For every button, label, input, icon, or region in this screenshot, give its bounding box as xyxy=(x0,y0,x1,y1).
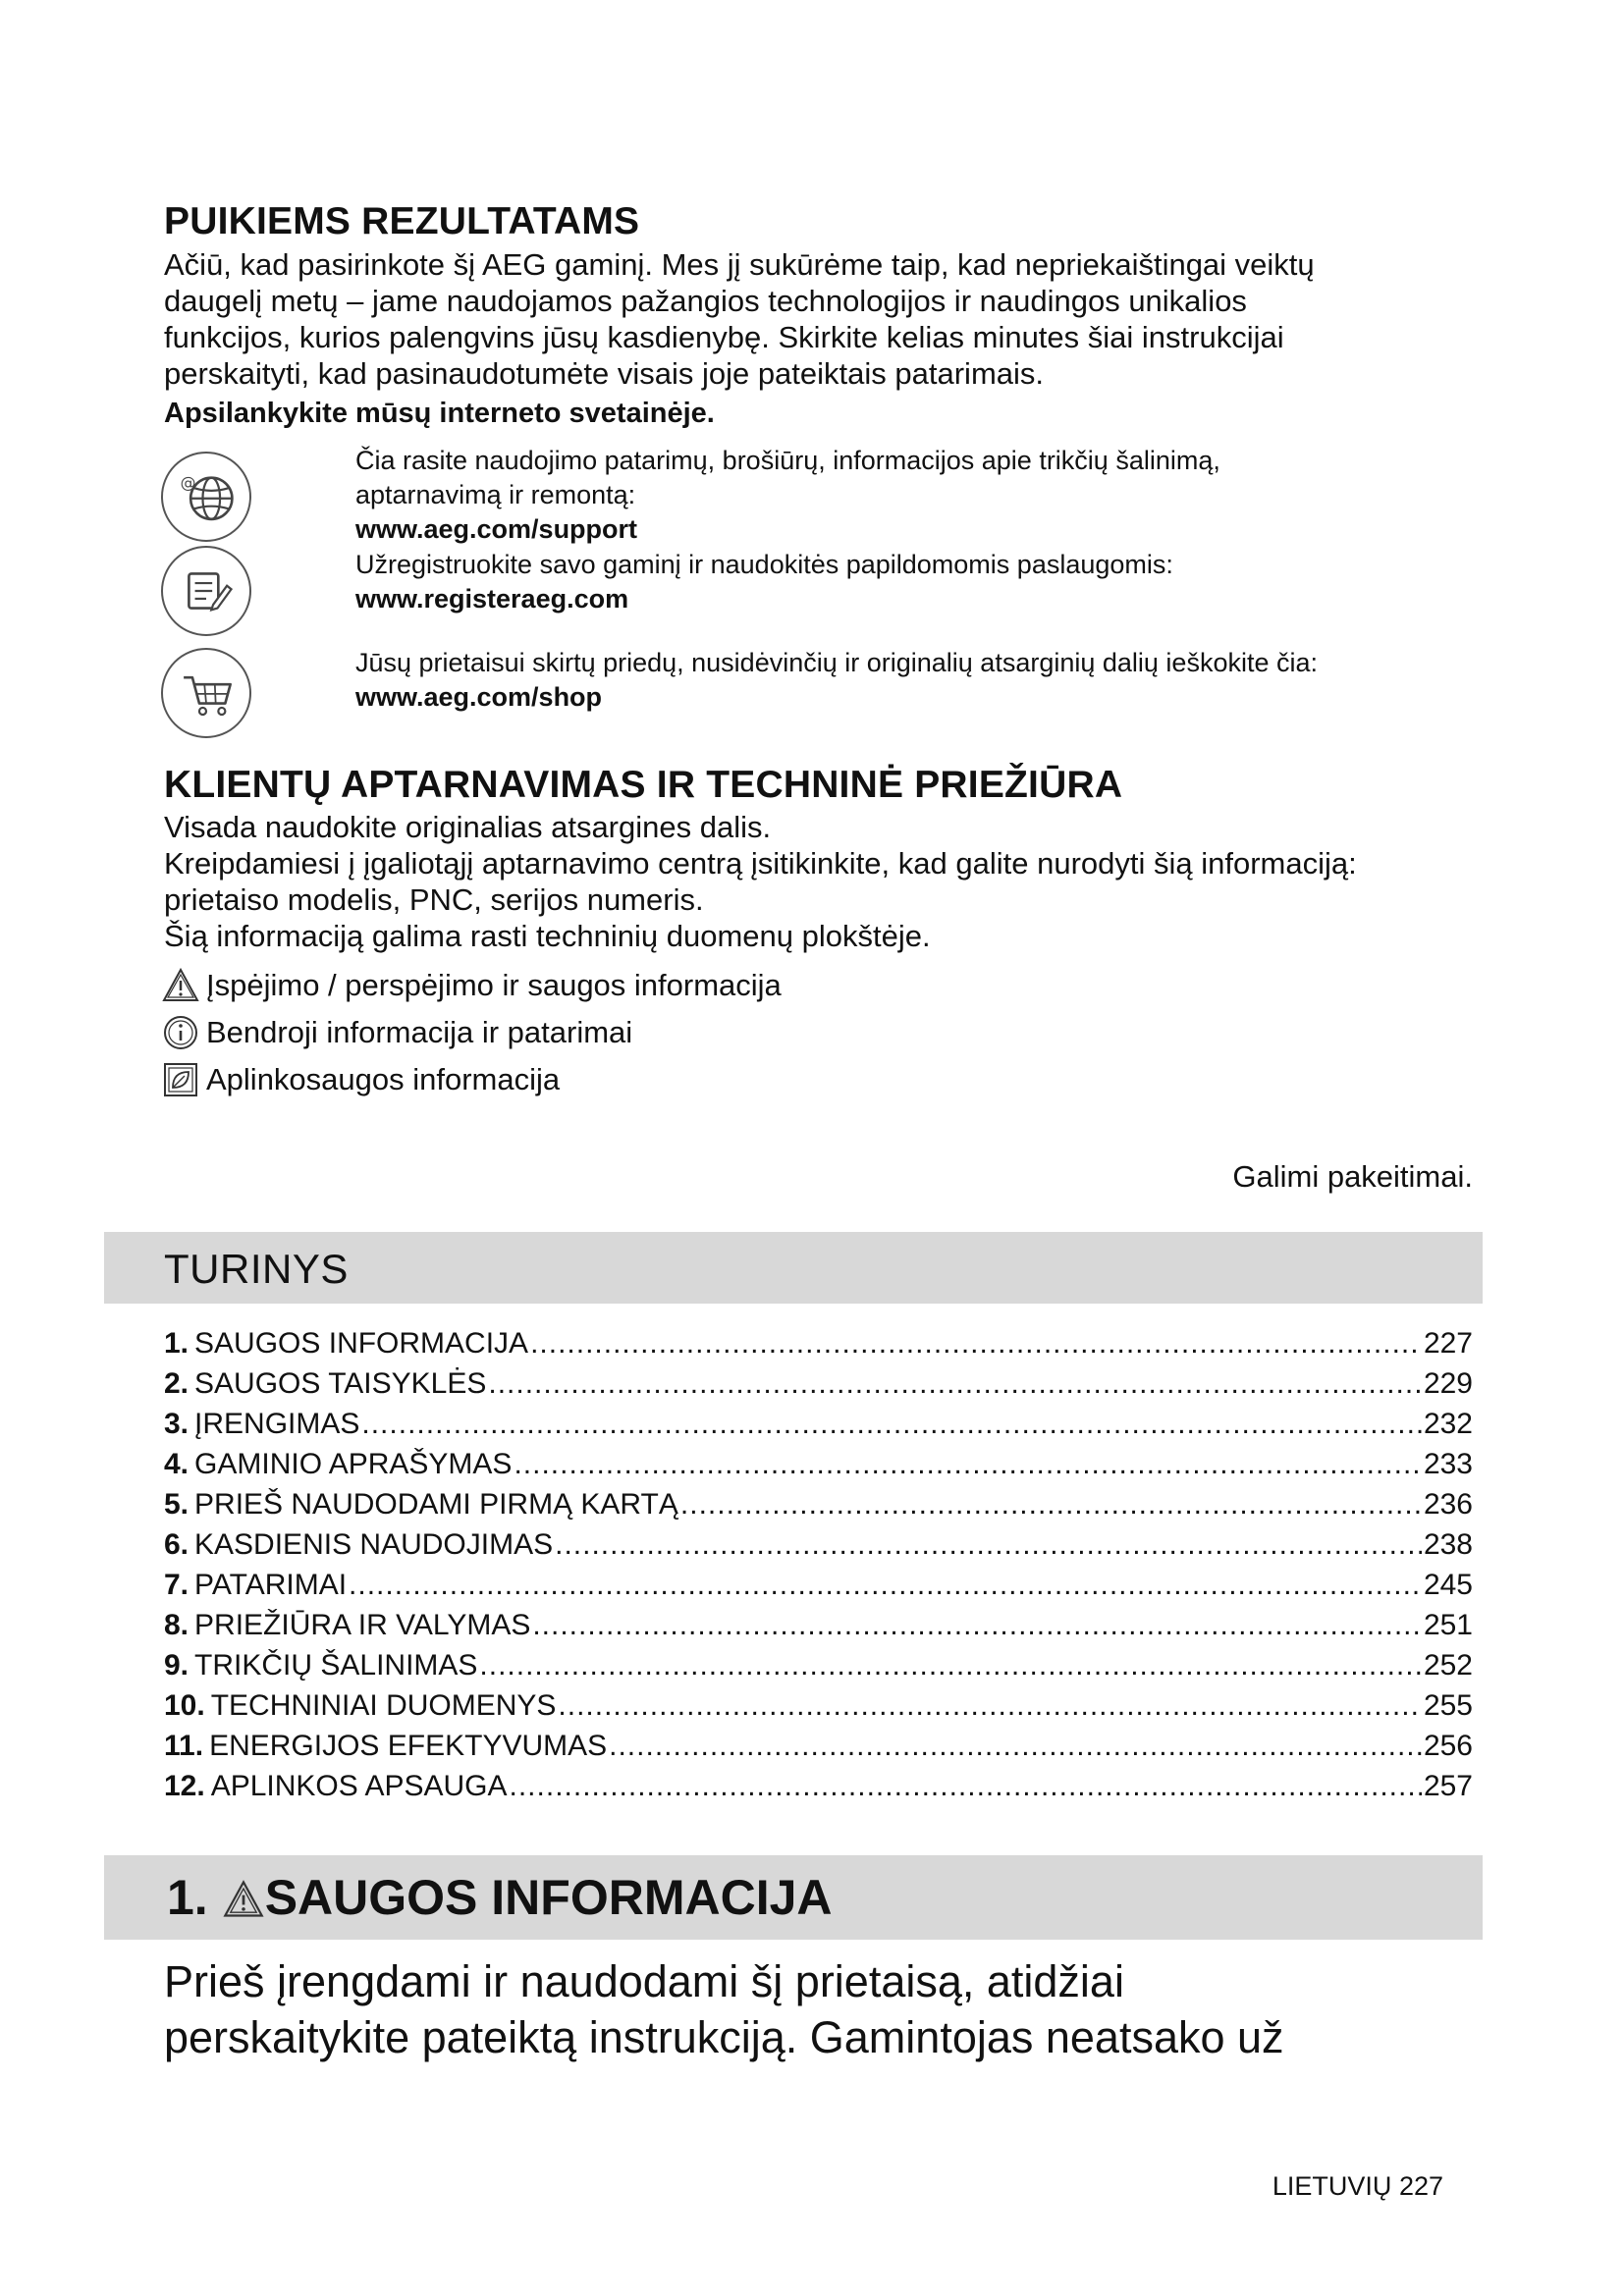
toc-leader-dots xyxy=(514,1444,1421,1484)
toc-leader-dots xyxy=(510,1766,1422,1806)
service-line: Visada naudokite originalias atsargines dalis. xyxy=(164,810,772,844)
toc-label: PRIEŠ NAUDODAMI PIRMĄ KARTĄ xyxy=(194,1488,678,1521)
toc-row[interactable] xyxy=(164,1323,1473,1363)
toc-row[interactable] xyxy=(164,1363,1473,1404)
page-footer xyxy=(1272,2171,1443,2202)
toc-page-number: 227 xyxy=(1423,1327,1473,1360)
toc-label: SAUGOS INFORMACIJA xyxy=(194,1327,529,1360)
register-icon xyxy=(161,546,251,636)
svg-text:@: @ xyxy=(180,473,196,493)
toc-page-number: 256 xyxy=(1423,1730,1473,1762)
legend-environment xyxy=(161,1056,782,1103)
toc-row[interactable] xyxy=(164,1605,1473,1645)
support-url-link[interactable]: www.aeg.com/support xyxy=(355,514,638,544)
warning-icon xyxy=(222,1876,265,1919)
safety-intro-line: Prieš įrengdami ir naudodami šį prietaisą, atidžiai xyxy=(164,1956,1124,2006)
register-url-link[interactable]: www.registeraeg.com xyxy=(355,584,629,614)
toc-page-number: 251 xyxy=(1423,1609,1473,1641)
toc-label: SAUGOS TAISYKLĖS xyxy=(194,1367,487,1400)
toc-row[interactable] xyxy=(164,1685,1473,1726)
visit-website-heading: Apsilankykite mūsų interneto svetainėje. xyxy=(164,398,715,429)
toc-number: 10. xyxy=(164,1689,205,1722)
toc-leader-dots xyxy=(479,1645,1422,1685)
shopping-cart-icon xyxy=(161,648,251,738)
legend-environment-label: Aplinkosaugos informacija xyxy=(206,1062,561,1096)
toc-label: APLINKOS APSAUGA xyxy=(210,1770,508,1802)
warning-icon xyxy=(161,966,200,1005)
toc-leader-dots xyxy=(558,1685,1422,1726)
toc-label: PRIEŽIŪRA IR VALYMAS xyxy=(194,1609,531,1641)
toc-row[interactable] xyxy=(164,1766,1473,1806)
toc-number: 2. xyxy=(164,1367,189,1400)
toc-leader-dots xyxy=(530,1323,1422,1363)
service-paragraph xyxy=(164,809,1499,954)
globe-icon xyxy=(161,452,251,542)
toc-leader-dots xyxy=(532,1605,1422,1645)
toc-number: 8. xyxy=(164,1609,189,1641)
toc-number: 12. xyxy=(164,1770,205,1802)
footer-language: LIETUVIŲ xyxy=(1272,2171,1392,2201)
toc-page-number: 255 xyxy=(1423,1689,1473,1722)
register-link-text: Užregistruokite savo gaminį ir naudokitės papildomomis paslaugomis: xyxy=(355,550,1173,579)
info-icon xyxy=(161,1013,200,1052)
contents-banner xyxy=(104,1232,1483,1304)
safety-intro-line: perskaitykite pateiktą instrukciją. Gamintojas neatsako už xyxy=(164,2012,1284,2062)
support-link-text: Čia rasite naudojimo patarimų, brošiūrų, informacijos apie trikčių šalinimą, xyxy=(355,446,1220,475)
toc-page-number: 245 xyxy=(1423,1569,1473,1601)
toc-row[interactable] xyxy=(164,1565,1473,1605)
legend-warning-label: Įspėjimo / perspėjimo ir saugos informacija xyxy=(206,968,782,1002)
toc-page-number: 236 xyxy=(1423,1488,1473,1521)
table-of-contents xyxy=(164,1323,1473,1806)
results-paragraph-line: funkcijos, kurios palengvins jūsų kasdienybę. Skirkite kelias minutes šiai instrukcijai xyxy=(164,320,1284,354)
legend-info xyxy=(161,1009,782,1056)
toc-page-number: 238 xyxy=(1423,1528,1473,1561)
toc-row[interactable] xyxy=(164,1524,1473,1565)
toc-leader-dots xyxy=(361,1404,1422,1444)
service-line: Kreipdamiesi į įgaliotąjį aptarnavimo centrą įsitikinkite, kad galite nurodyti šią informaciją: xyxy=(164,846,1357,881)
toc-number: 9. xyxy=(164,1649,189,1682)
toc-row[interactable] xyxy=(164,1444,1473,1484)
support-link-text: aptarnavimą ir remontą: xyxy=(355,480,636,509)
toc-number: 5. xyxy=(164,1488,189,1521)
toc-leader-dots xyxy=(680,1484,1422,1524)
legend-info-label: Bendroji informacija ir patarimai xyxy=(206,1015,633,1049)
toc-label: TRIKČIŲ ŠALINIMAS xyxy=(194,1649,478,1682)
service-line: prietaiso modelis, PNC, serijos numeris. xyxy=(164,882,704,917)
toc-page-number: 257 xyxy=(1423,1770,1473,1802)
register-link-block xyxy=(355,548,1485,616)
toc-leader-dots xyxy=(488,1363,1422,1404)
safety-banner xyxy=(104,1855,1483,1940)
shop-url-link[interactable]: www.aeg.com/shop xyxy=(355,682,603,712)
toc-number: 7. xyxy=(164,1569,189,1601)
safety-intro xyxy=(164,1953,1499,2065)
results-heading: PUIKIEMS REZULTATAMS xyxy=(164,200,640,242)
results-paragraph-line: Ačiū, kad pasirinkote šį AEG gaminį. Mes jį sukūrėme taip, kad nepriekaištingai veiktų xyxy=(164,247,1315,282)
toc-row[interactable] xyxy=(164,1645,1473,1685)
support-link-block xyxy=(355,444,1485,547)
toc-number: 3. xyxy=(164,1408,189,1440)
symbol-legend xyxy=(161,962,782,1103)
contents-title: TURINYS xyxy=(164,1246,349,1292)
toc-page-number: 229 xyxy=(1423,1367,1473,1400)
toc-leader-dots xyxy=(349,1565,1422,1605)
service-line: Šią informaciją galima rasti techninių duomenų plokštėje. xyxy=(164,919,931,953)
toc-page-number: 233 xyxy=(1423,1448,1473,1480)
environment-icon xyxy=(161,1060,200,1099)
toc-label: GAMINIO APRAŠYMAS xyxy=(194,1448,513,1480)
toc-number: 4. xyxy=(164,1448,189,1480)
toc-label: TECHNINIAI DUOMENYS xyxy=(210,1689,557,1722)
safety-heading xyxy=(167,1869,833,1926)
legend-warning xyxy=(161,962,782,1009)
safety-heading-number: 1. xyxy=(167,1870,208,1925)
results-paragraph-line: perskaityti, kad pasinaudotumėte visais joje pateiktais patarimais. xyxy=(164,356,1045,391)
toc-row[interactable] xyxy=(164,1484,1473,1524)
toc-row[interactable] xyxy=(164,1404,1473,1444)
shop-link-text: Jūsų prietaisui skirtų priedų, nusidėvinčių ir originalių atsarginių dalių ieškokite čia: xyxy=(355,648,1318,677)
changes-note: Galimi pakeitimai. xyxy=(1232,1159,1473,1194)
toc-row[interactable] xyxy=(164,1726,1473,1766)
toc-leader-dots xyxy=(555,1524,1422,1565)
toc-label: PATARIMAI xyxy=(194,1569,348,1601)
toc-label: ENERGIJOS EFEKTYVUMAS xyxy=(209,1730,608,1762)
results-paragraph-line: daugelį metų – jame naudojamos pažangios technologijos ir naudingos unikalios xyxy=(164,284,1247,318)
toc-page-number: 252 xyxy=(1423,1649,1473,1682)
safety-heading-title: SAUGOS INFORMACIJA xyxy=(264,1870,833,1925)
results-paragraph xyxy=(164,246,1480,392)
service-heading: KLIENTŲ APTARNAVIMAS IR TECHNINĖ PRIEŽIŪRA xyxy=(164,764,1123,806)
toc-leader-dots xyxy=(609,1726,1422,1766)
shop-link-block xyxy=(355,646,1485,715)
toc-number: 1. xyxy=(164,1327,189,1360)
toc-label: KASDIENIS NAUDOJIMAS xyxy=(194,1528,554,1561)
toc-page-number: 232 xyxy=(1423,1408,1473,1440)
footer-page-number: 227 xyxy=(1398,2171,1443,2201)
toc-number: 11. xyxy=(164,1730,204,1762)
toc-number: 6. xyxy=(164,1528,189,1561)
toc-label: ĮRENGIMAS xyxy=(194,1408,360,1440)
